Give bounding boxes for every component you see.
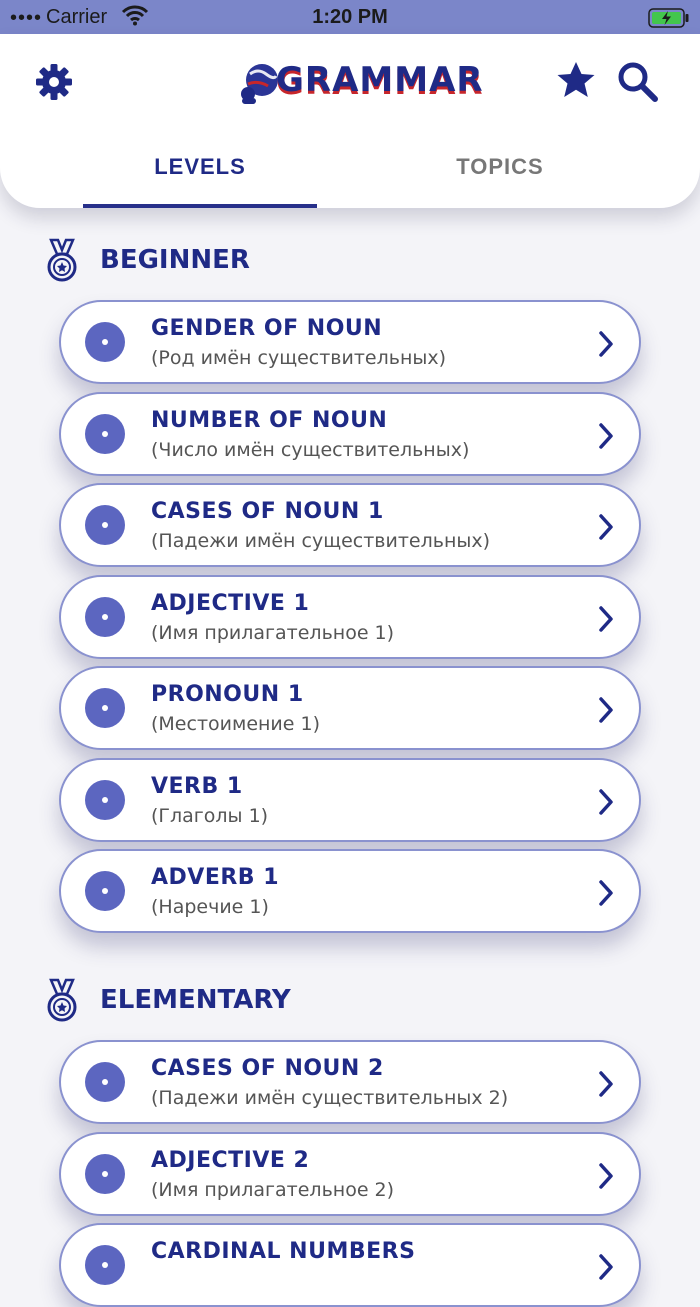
status-bar (0, 0, 700, 34)
gear-icon (35, 63, 73, 101)
dot-icon (85, 414, 125, 454)
app-header (0, 34, 700, 208)
chevron-right-icon (597, 696, 615, 724)
grammar-logo (238, 54, 484, 110)
signal-icon: •••• (10, 7, 43, 29)
section-title: BEGINNER (100, 245, 250, 275)
lesson-subtitle: (Падежи имён существительных 2) (151, 1087, 509, 1109)
medal-icon (44, 238, 80, 282)
lesson-item[interactable] (59, 575, 641, 659)
clock: 1:20 PM (312, 6, 388, 28)
lesson-subtitle: (Имя прилагательное 2) (151, 1178, 395, 1201)
chevron-right-icon (597, 513, 615, 541)
active-tab-indicator (83, 204, 317, 208)
tab-levels[interactable]: LEVELS (154, 154, 246, 179)
chevron-right-icon (597, 1070, 615, 1098)
logo-text: GRAMMAR (276, 60, 484, 100)
lesson-item[interactable] (59, 1040, 641, 1124)
lesson-item[interactable] (59, 1223, 641, 1307)
dot-icon (85, 780, 125, 820)
lesson-title: NUMBER OF NOUN (151, 407, 388, 433)
lesson-title: CASES OF NOUN 2 (151, 1056, 384, 1081)
star-icon (556, 61, 596, 99)
section-header (44, 978, 291, 1022)
chevron-right-icon (597, 1253, 615, 1281)
battery-icon (648, 8, 690, 33)
lesson-title: CASES OF NOUN 1 (151, 499, 384, 524)
lesson-title: ADVERB 1 (151, 865, 280, 890)
lesson-item[interactable] (59, 758, 641, 842)
lesson-title: ADJECTIVE 2 (151, 1147, 310, 1173)
lesson-item[interactable] (59, 300, 641, 384)
medal-icon (44, 978, 80, 1022)
lesson-subtitle: (Число имён существительных) (151, 438, 470, 461)
chevron-right-icon (597, 788, 615, 816)
section-header (44, 238, 250, 282)
tab-bar (0, 142, 700, 208)
dot-icon (85, 597, 125, 637)
lesson-item[interactable] (59, 1132, 641, 1216)
chevron-right-icon (597, 879, 615, 907)
lesson-title: CARDINAL NUMBERS (151, 1239, 416, 1264)
settings-button[interactable] (32, 60, 76, 104)
lesson-subtitle: (Род имён существительных) (151, 347, 447, 369)
search-icon (617, 61, 659, 103)
lesson-title: PRONOUN 1 (151, 682, 304, 707)
dot-icon (85, 688, 125, 728)
lesson-item[interactable] (59, 392, 641, 476)
dot-icon (85, 1062, 125, 1102)
lesson-subtitle: (Глаголы 1) (151, 804, 269, 827)
lesson-item[interactable] (59, 483, 641, 567)
carrier-label: Carrier (46, 6, 108, 28)
lesson-subtitle: (Имя прилагательное 1) (151, 621, 395, 644)
dot-icon (85, 505, 125, 545)
lesson-item[interactable] (59, 849, 641, 933)
section-title: ELEMENTARY (100, 985, 291, 1015)
favorites-button[interactable] (554, 58, 598, 102)
lesson-title: GENDER OF NOUN (151, 316, 383, 341)
lesson-subtitle: (Падежи имён существительных) (151, 530, 491, 552)
chevron-right-icon (597, 330, 615, 358)
tab-topics[interactable]: TOPICS (456, 154, 544, 179)
dot-icon (85, 1245, 125, 1285)
chevron-right-icon (597, 422, 615, 450)
search-button[interactable] (614, 58, 662, 106)
chevron-right-icon (597, 605, 615, 633)
dot-icon (85, 322, 125, 362)
chevron-right-icon (597, 1162, 615, 1190)
lesson-title: ADJECTIVE 1 (151, 590, 310, 616)
lesson-subtitle: (Наречие 1) (151, 896, 269, 918)
dot-icon (85, 1154, 125, 1194)
lesson-title: VERB 1 (151, 773, 243, 799)
lesson-item[interactable] (59, 666, 641, 750)
dot-icon (85, 871, 125, 911)
lesson-subtitle: (Местоимение 1) (151, 713, 321, 735)
